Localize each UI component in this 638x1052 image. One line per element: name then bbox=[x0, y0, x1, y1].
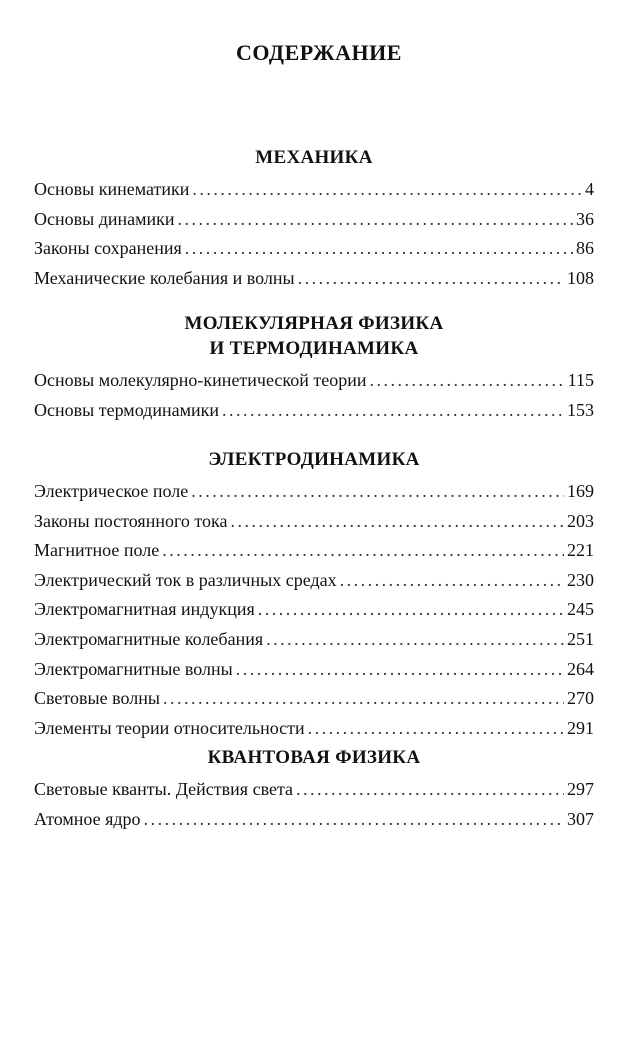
dot-leader bbox=[222, 396, 564, 426]
entry-title: Законы постоянного тока bbox=[34, 510, 228, 531]
toc-entry[interactable] bbox=[34, 507, 594, 537]
toc-list bbox=[34, 775, 594, 834]
dot-leader bbox=[370, 366, 565, 396]
entry-page-number: 153 bbox=[567, 399, 594, 420]
entry-title: Основы молекулярно-кинетической теории bbox=[34, 370, 367, 390]
dot-leader bbox=[266, 625, 564, 655]
entry-page-number: 251 bbox=[567, 628, 594, 649]
toc-entry[interactable] bbox=[34, 396, 594, 426]
dot-leader bbox=[258, 595, 564, 625]
toc-entry[interactable] bbox=[34, 205, 594, 235]
entry-title: Световые волны bbox=[34, 688, 160, 709]
entry-page-number: 115 bbox=[567, 370, 594, 390]
entry-page-number: 291 bbox=[567, 717, 594, 738]
entry-page-number: 230 bbox=[567, 569, 594, 590]
dot-leader bbox=[144, 805, 564, 835]
entry-page-number: 270 bbox=[567, 688, 594, 709]
toc-entry[interactable] bbox=[34, 805, 594, 835]
entry-title: Электромагнитные колебания bbox=[34, 628, 264, 649]
section-heading-line: КВАНТОВАЯ ФИЗИКА bbox=[207, 747, 421, 768]
entry-title: Основы термодинамики bbox=[34, 399, 219, 420]
entry-title: Электрическое поле bbox=[34, 481, 189, 501]
entry-page-number: 264 bbox=[567, 658, 594, 679]
entry-page-number: 307 bbox=[567, 808, 594, 829]
section-heading bbox=[34, 311, 594, 361]
toc-entry[interactable] bbox=[34, 595, 594, 625]
entry-page-number: 245 bbox=[567, 599, 594, 620]
section-heading-line: И ТЕРМОДИНАМИКА bbox=[209, 338, 419, 359]
section-heading-line: МОЛЕКУЛЯРНАЯ ФИЗИКА bbox=[184, 313, 444, 334]
entry-page-number: 36 bbox=[576, 208, 594, 229]
toc-entry[interactable] bbox=[34, 714, 594, 744]
toc-entry[interactable] bbox=[34, 625, 594, 655]
toc-section-mechanics bbox=[34, 145, 594, 293]
entry-title: Законы сохранения bbox=[34, 238, 182, 259]
entry-page-number: 297 bbox=[567, 779, 594, 799]
dot-leader bbox=[178, 205, 573, 235]
toc-entry[interactable] bbox=[34, 175, 594, 205]
entry-title: Электромагнитная индукция bbox=[34, 599, 255, 620]
entry-title: Основы кинематики bbox=[34, 179, 190, 199]
toc-entry[interactable] bbox=[34, 264, 594, 294]
dot-leader bbox=[185, 234, 573, 264]
entry-title: Элементы теории относительности bbox=[34, 717, 305, 738]
entry-title: Основы динамики bbox=[34, 208, 175, 229]
entry-page-number: 86 bbox=[576, 238, 594, 259]
dot-leader bbox=[236, 655, 564, 685]
dot-leader bbox=[308, 714, 564, 744]
dot-leader bbox=[191, 477, 564, 507]
toc-entry[interactable] bbox=[34, 566, 594, 596]
dot-leader bbox=[163, 684, 564, 714]
entry-page-number: 221 bbox=[567, 540, 594, 561]
toc-entry[interactable] bbox=[34, 775, 594, 805]
dot-leader bbox=[296, 775, 564, 805]
dot-leader bbox=[192, 175, 582, 205]
dot-leader bbox=[162, 536, 564, 566]
entry-page-number: 203 bbox=[567, 510, 594, 531]
toc-entry[interactable] bbox=[34, 684, 594, 714]
entry-title: Световые кванты. Действия света bbox=[34, 779, 294, 799]
dot-leader bbox=[340, 566, 564, 596]
section-heading bbox=[34, 145, 594, 170]
toc-entry[interactable] bbox=[34, 536, 594, 566]
entry-page-number: 108 bbox=[567, 267, 594, 288]
toc-list bbox=[34, 175, 594, 293]
section-heading-line: ЭЛЕКТРОДИНАМИКА bbox=[208, 449, 420, 470]
entry-title: Электромагнитные волны bbox=[34, 658, 233, 679]
entry-page-number: 169 bbox=[567, 481, 594, 501]
toc-entry[interactable] bbox=[34, 655, 594, 685]
toc-entry[interactable] bbox=[34, 234, 594, 264]
section-heading-line: МЕХАНИКА bbox=[255, 147, 373, 168]
toc-entry[interactable] bbox=[34, 366, 594, 396]
toc-entry[interactable] bbox=[34, 477, 594, 507]
section-heading bbox=[34, 745, 594, 770]
toc-section-quantum-physics bbox=[34, 745, 594, 834]
dot-leader bbox=[231, 507, 565, 537]
toc-section-molecular-physics bbox=[34, 311, 594, 425]
toc-list bbox=[34, 477, 594, 743]
toc-list bbox=[34, 366, 594, 425]
entry-title: Механические колебания и волны bbox=[34, 267, 295, 288]
dot-leader bbox=[298, 264, 564, 294]
section-heading bbox=[34, 447, 594, 472]
entry-title: Магнитное поле bbox=[34, 540, 160, 561]
entry-title: Электрический ток в различных средах bbox=[34, 569, 337, 590]
toc-section-electrodynamics bbox=[34, 447, 594, 743]
page-title: СОДЕРЖАНИЕ bbox=[236, 40, 402, 65]
entry-page-number: 4 bbox=[585, 179, 594, 199]
entry-title: Атомное ядро bbox=[34, 808, 141, 829]
